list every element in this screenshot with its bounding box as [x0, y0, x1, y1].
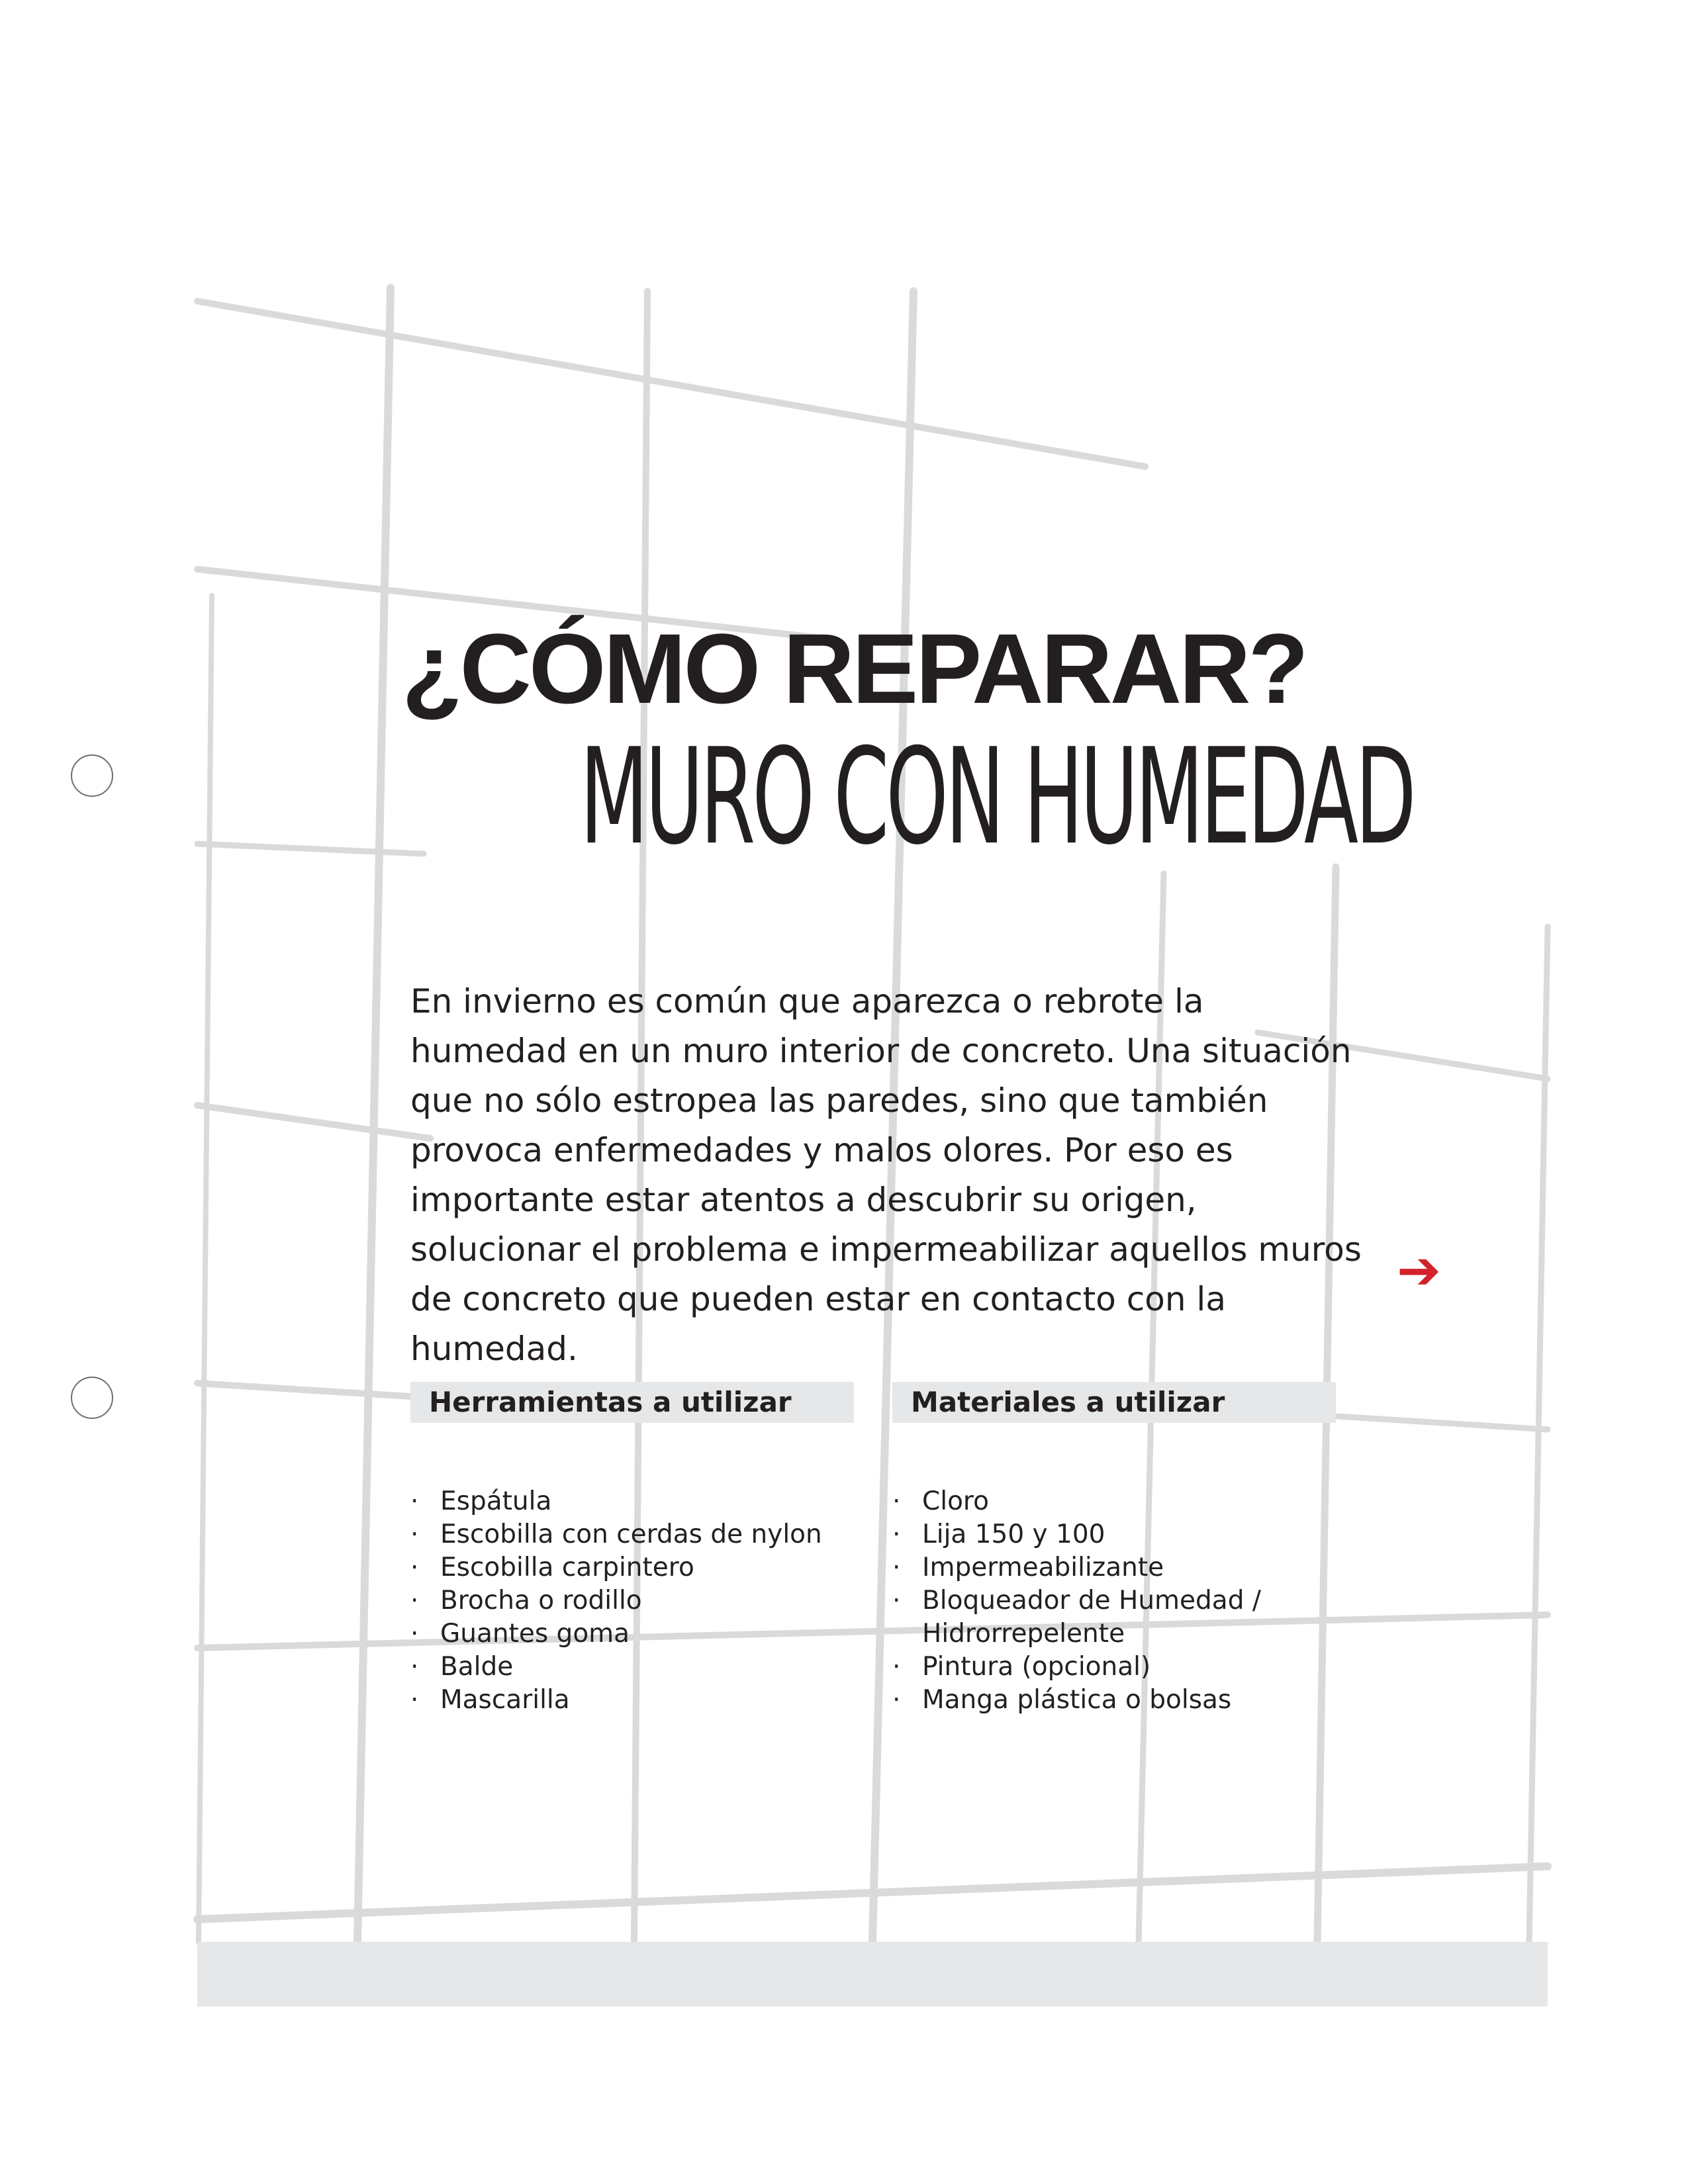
bullet-icon: ·: [892, 1520, 901, 1549]
bullet-icon: ·: [410, 1619, 419, 1649]
title-block: [397, 613, 1413, 874]
materials-list: [892, 1485, 1263, 1717]
bullet-icon: ·: [410, 1520, 419, 1549]
binder-hole-bottom: [71, 1377, 113, 1419]
list-item-text: Escobilla con cerdas de nylon: [440, 1520, 822, 1549]
list-item: [410, 1551, 861, 1584]
bullet-icon: ·: [892, 1486, 901, 1516]
binder-hole-top: [71, 754, 113, 797]
list-item: [410, 1651, 861, 1684]
list-item: [892, 1684, 1263, 1717]
bullet-icon: ·: [410, 1652, 419, 1682]
tools-header: Herramientas a utilizar: [410, 1382, 854, 1423]
list-item-text: Balde: [440, 1652, 514, 1682]
materials-header: Materiales a utilizar: [892, 1382, 1336, 1423]
list-item: [410, 1617, 861, 1651]
list-item: [892, 1518, 1263, 1551]
list-item: [892, 1584, 1263, 1651]
page-title: ¿CÓMO REPARAR?: [401, 613, 1307, 724]
list-item-text: Pintura (opcional): [922, 1652, 1151, 1682]
list-item: [410, 1485, 861, 1518]
bullet-icon: ·: [892, 1652, 901, 1682]
bullet-icon: ·: [892, 1685, 901, 1715]
list-item: [410, 1584, 861, 1617]
bullet-icon: ·: [410, 1685, 419, 1715]
list-item: [892, 1485, 1263, 1518]
tools-list: [410, 1485, 861, 1717]
bullet-icon: ·: [892, 1586, 901, 1615]
list-item-text: Lija 150 y 100: [922, 1520, 1105, 1549]
list-item-text: Escobilla carpintero: [440, 1553, 694, 1582]
list-item-text: Impermeabilizante: [922, 1553, 1164, 1582]
list-item: [892, 1551, 1263, 1584]
list-item: [410, 1684, 861, 1717]
intro-paragraph: En invierno es común que aparezca o rebrote la humedad en un muro interior de concreto. Una situación que no sólo estropea las paredes, sino que también provoca enfermedades y malos olores. Por eso es importante estar atentos a descubrir su origen, solucionar el problema e impermeabilizar aquellos muros de concreto que pueden estar en contacto con la humedad.: [410, 982, 1362, 1368]
page-subtitle: MURO CON HUMEDAD: [580, 720, 1413, 874]
list-item-text: Espátula: [440, 1486, 552, 1516]
list-item: [410, 1518, 861, 1551]
list-item-text: Guantes goma: [440, 1619, 630, 1649]
bullet-icon: ·: [410, 1586, 419, 1615]
list-item-text: Brocha o rodillo: [440, 1586, 642, 1615]
list-item-text: Bloqueador de Humedad / Hidrorrepelente: [922, 1586, 1261, 1649]
list-item-text: Cloro: [922, 1486, 989, 1516]
bullet-icon: ·: [892, 1553, 901, 1582]
bullet-icon: ·: [410, 1553, 419, 1582]
list-item-text: Manga plástica o bolsas: [922, 1685, 1232, 1715]
arrow-right-icon[interactable]: ➔: [1397, 1240, 1442, 1301]
bullet-icon: ·: [410, 1486, 419, 1516]
list-item-text: Mascarilla: [440, 1685, 570, 1715]
list-item: [892, 1651, 1263, 1684]
footer-band: [197, 1942, 1548, 2007]
